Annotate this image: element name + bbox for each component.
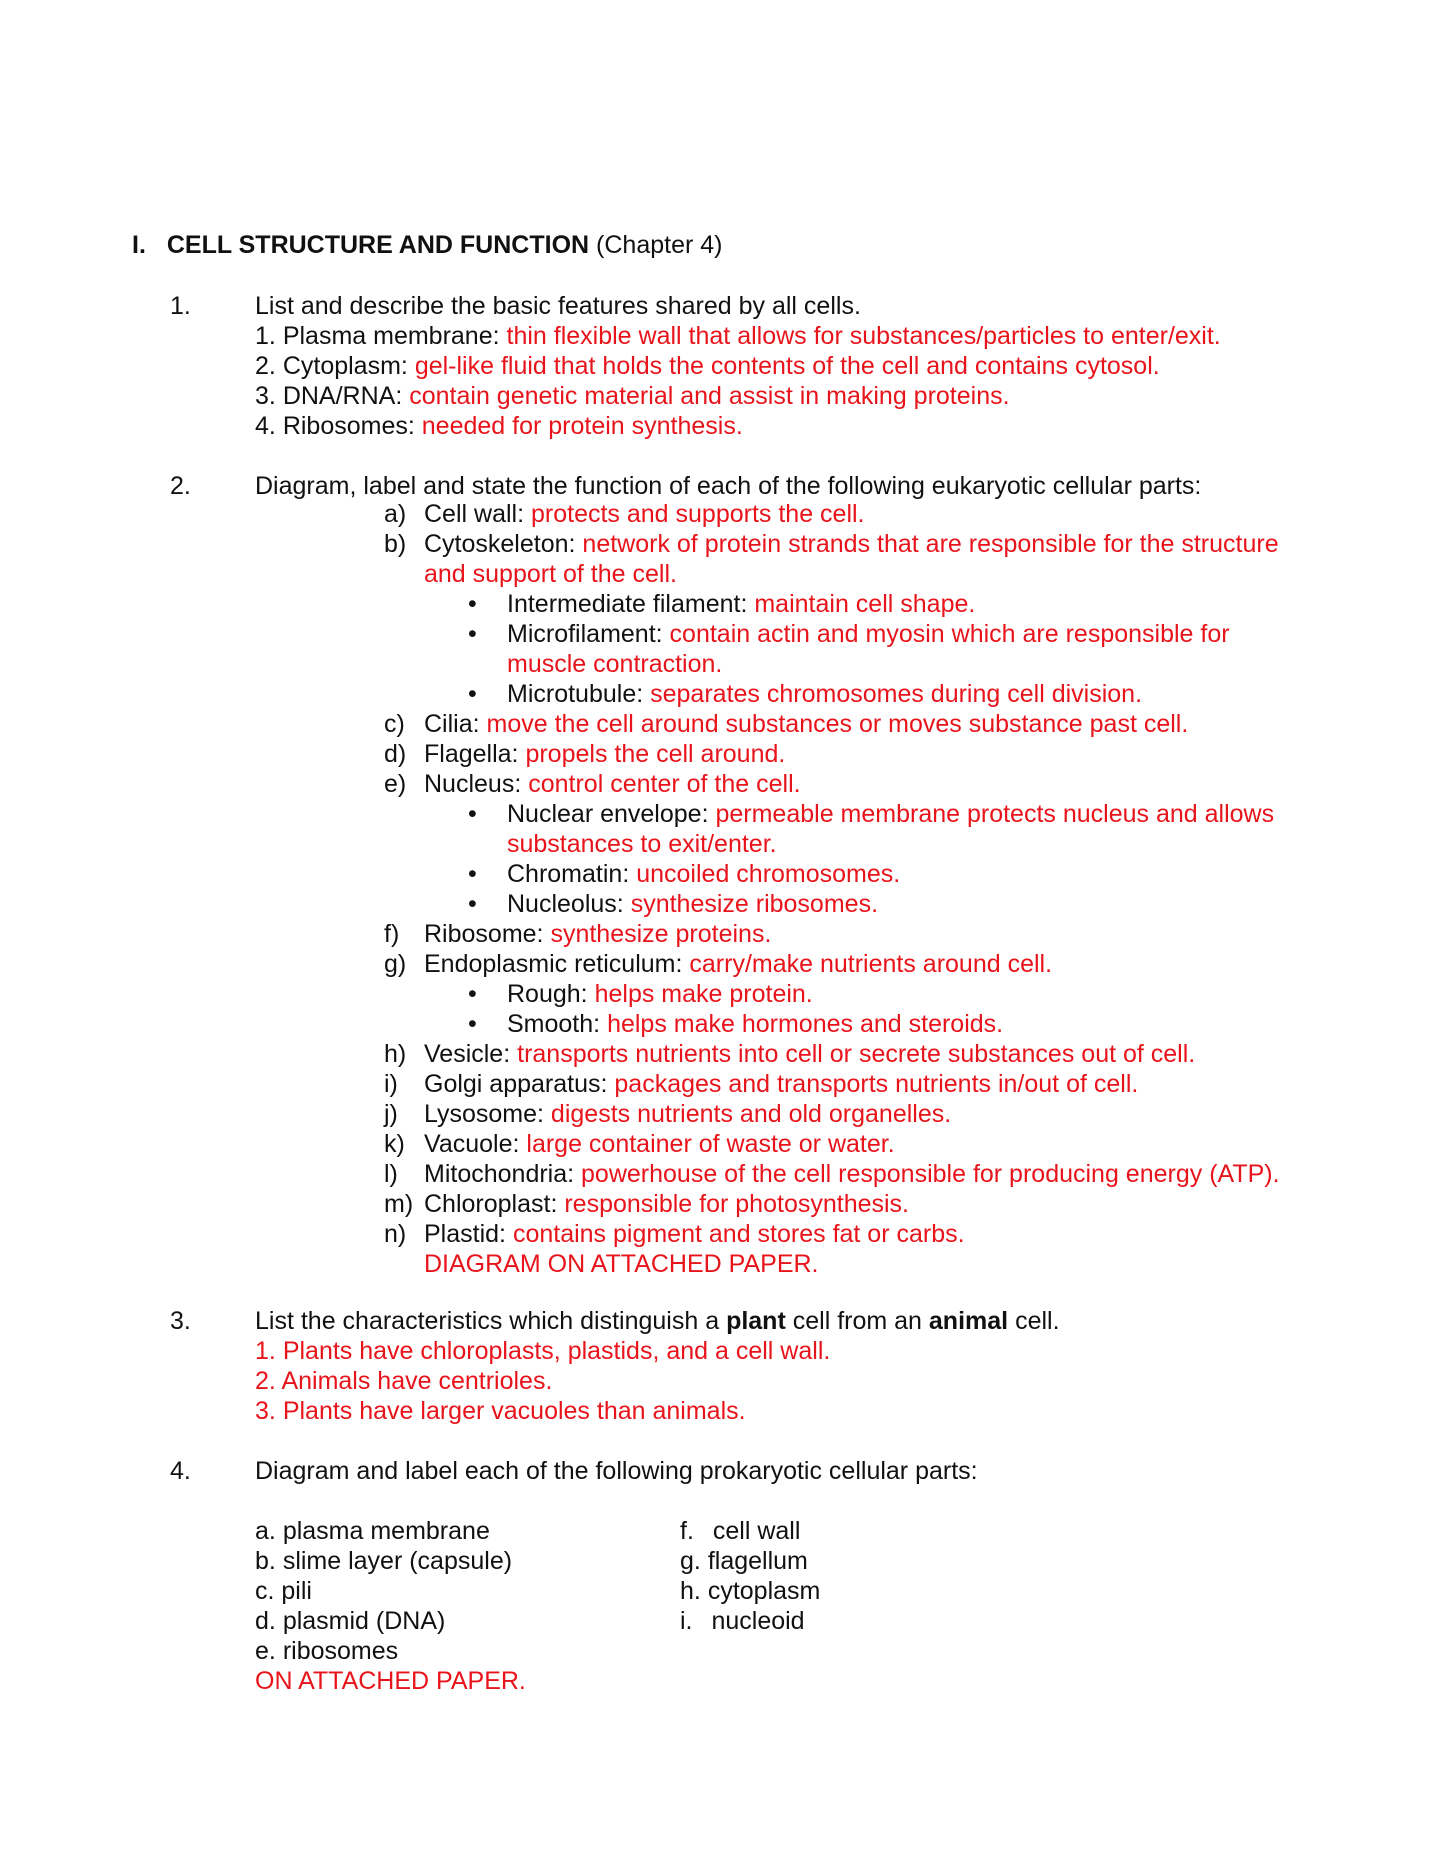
item-number: 2. xyxy=(255,1367,276,1395)
item-number: 3. xyxy=(255,1397,276,1425)
q2-sub-intermediate-filament xyxy=(507,589,975,619)
q2-letter: g) xyxy=(384,950,407,978)
q2-sub-smooth xyxy=(507,1009,1003,1039)
desc: move the cell around substances or moves substance past cell. xyxy=(486,710,1189,738)
part-text: cytoplasm xyxy=(707,1577,821,1605)
prompt-part: cell from an xyxy=(792,1307,922,1335)
part-text: plasma membrane xyxy=(282,1517,490,1545)
desc: carry/make nutrients around cell. xyxy=(689,950,1053,978)
q3-item-3 xyxy=(255,1396,746,1426)
q2-letter: i) xyxy=(384,1070,398,1098)
term: Chromatin: xyxy=(507,860,630,888)
term: Nuclear envelope: xyxy=(507,800,709,828)
q2-letter: j) xyxy=(384,1100,398,1128)
q4-part-d xyxy=(255,1606,445,1636)
q4-part-b xyxy=(255,1546,512,1576)
q2-letter: d) xyxy=(384,740,407,768)
desc: propels the cell around. xyxy=(525,740,786,768)
term: Cilia: xyxy=(424,710,480,738)
q2-letter: b) xyxy=(384,530,407,558)
term: Nucleus: xyxy=(424,770,522,798)
bullet: • xyxy=(468,620,477,648)
term: Microtubule: xyxy=(507,680,644,708)
desc: control center of the cell. xyxy=(528,770,801,798)
desc: contains pigment and stores fat or carbs. xyxy=(512,1220,965,1248)
q1-item-term: Ribosomes: xyxy=(282,412,415,440)
term: Golgi apparatus: xyxy=(424,1070,608,1098)
q2-item-plastid xyxy=(424,1219,965,1249)
bullet: • xyxy=(468,590,477,618)
part-letter: i. xyxy=(680,1607,693,1635)
part-letter: h. xyxy=(680,1577,701,1605)
q1-number: 1. xyxy=(170,292,191,320)
item-number: 1. xyxy=(255,1337,276,1365)
bullet: • xyxy=(468,680,477,708)
term: Endoplasmic reticulum: xyxy=(424,950,683,978)
q1-item-desc: needed for protein synthesis. xyxy=(421,412,743,440)
q2-letter: k) xyxy=(384,1130,405,1158)
part-letter: b. xyxy=(255,1547,276,1575)
q2-item-er xyxy=(424,949,1052,979)
q2-letter: l) xyxy=(384,1160,398,1188)
q3-number: 3. xyxy=(170,1307,191,1335)
term: Lysosome: xyxy=(424,1100,544,1128)
q1-item-3 xyxy=(255,381,1010,411)
part-letter: g. xyxy=(680,1547,701,1575)
q2-letter: c) xyxy=(384,710,405,738)
q1-item-term: Plasma membrane: xyxy=(282,322,500,350)
q1-item-number: 4. xyxy=(255,412,276,440)
desc: packages and transports nutrients in/out of cell. xyxy=(614,1070,1139,1098)
term: Cell wall: xyxy=(424,500,525,528)
term: Microfilament: xyxy=(507,620,663,648)
desc: responsible for photosynthesis. xyxy=(564,1190,910,1218)
desc: uncoiled chromosomes. xyxy=(636,860,901,888)
term: Rough: xyxy=(507,980,588,1008)
term: Vacuole: xyxy=(424,1130,520,1158)
part-letter: f. xyxy=(680,1517,694,1545)
q2-letter: n) xyxy=(384,1220,407,1248)
bullet: • xyxy=(468,890,477,918)
q2-item-chloroplast xyxy=(424,1189,909,1219)
bullet: • xyxy=(468,800,477,828)
q2-item-vesicle xyxy=(424,1039,1195,1069)
q2-sub-nucleolus xyxy=(507,889,878,919)
q2-letter: f) xyxy=(384,920,400,948)
bullet: • xyxy=(468,1010,477,1038)
q2-item-cilia xyxy=(424,709,1188,739)
desc: permeable membrane protects nucleus and allows xyxy=(715,800,1275,828)
q1-item-1 xyxy=(255,321,1221,351)
q2-item-cytoskeleton xyxy=(424,529,1279,559)
q1-prompt: List and describe the basic features shared by all cells. xyxy=(255,292,861,320)
q2-sub-microtubule xyxy=(507,679,1142,709)
term: Nucleolus: xyxy=(507,890,624,918)
term: Flagella: xyxy=(424,740,519,768)
q2-number: 2. xyxy=(170,472,191,500)
term: Vesicle: xyxy=(424,1040,511,1068)
part-letter: d. xyxy=(255,1607,276,1635)
bullet: • xyxy=(468,980,477,1008)
part-text: slime layer (capsule) xyxy=(282,1547,513,1575)
q2-item-ribosome xyxy=(424,919,771,949)
desc: digests nutrients and old organelles. xyxy=(550,1100,952,1128)
part-letter: a. xyxy=(255,1517,276,1545)
q2-item-cell-wall xyxy=(424,499,865,529)
part-letter: c. xyxy=(255,1577,275,1605)
part-text: pili xyxy=(281,1577,312,1605)
q2-item-nucleus xyxy=(424,769,801,799)
term: Mitochondria: xyxy=(424,1160,575,1188)
q3-prompt xyxy=(255,1306,1060,1336)
part-text: cell wall xyxy=(712,1517,801,1545)
q2-sub-microfilament-cont: muscle contraction. xyxy=(507,650,723,678)
desc: protects and supports the cell. xyxy=(530,500,865,528)
desc: maintain cell shape. xyxy=(754,590,976,618)
q2-letter: m) xyxy=(384,1190,414,1218)
desc: large container of waste or water. xyxy=(526,1130,895,1158)
q4-part-c xyxy=(255,1576,312,1606)
q2-sub-rough xyxy=(507,979,813,1009)
section-chapter: (Chapter 4) xyxy=(596,231,723,259)
prompt-part: cell. xyxy=(1015,1307,1060,1335)
q2-letter: a) xyxy=(384,500,407,528)
desc: helps make hormones and steroids. xyxy=(607,1010,1004,1038)
q4-part-e xyxy=(255,1636,398,1666)
term: Ribosome: xyxy=(424,920,544,948)
q2-prompt: Diagram, label and state the function of each of the following eukaryotic cellular parts: xyxy=(255,472,1202,500)
q2-item-lysosome xyxy=(424,1099,951,1129)
q1-item-2 xyxy=(255,351,1160,381)
q2-letter: h) xyxy=(384,1040,407,1068)
part-text: plasmid (DNA) xyxy=(282,1607,446,1635)
q2-sub-nuclear-envelope xyxy=(507,799,1274,829)
q1-item-number: 1. xyxy=(255,322,276,350)
q4-part-a xyxy=(255,1516,490,1546)
section-heading xyxy=(132,230,722,260)
desc: separates chromosomes during cell division. xyxy=(650,680,1143,708)
q1-item-term: Cytoplasm: xyxy=(282,352,408,380)
q2-item-vacuole xyxy=(424,1129,895,1159)
desc: transports nutrients into cell or secrete substances out of cell. xyxy=(517,1040,1196,1068)
q3-item-1 xyxy=(255,1336,830,1366)
q2-item-mitochondria xyxy=(424,1159,1280,1189)
q4-part-g xyxy=(680,1546,808,1576)
q2-note: DIAGRAM ON ATTACHED PAPER. xyxy=(424,1250,819,1278)
q1-item-term: DNA/RNA: xyxy=(282,382,403,410)
desc: powerhouse of the cell responsible for producing energy (ATP). xyxy=(581,1160,1280,1188)
q4-part-h xyxy=(680,1576,820,1606)
q4-number: 4. xyxy=(170,1457,191,1485)
term: Smooth: xyxy=(507,1010,601,1038)
desc: synthesize proteins. xyxy=(550,920,772,948)
q2-item-cytoskeleton-cont: and support of the cell. xyxy=(424,560,677,588)
part-text: nucleoid xyxy=(711,1607,805,1635)
q2-item-flagella xyxy=(424,739,785,769)
q1-item-number: 3. xyxy=(255,382,276,410)
q4-prompt: Diagram and label each of the following prokaryotic cellular parts: xyxy=(255,1457,978,1485)
q1-item-desc: gel-like fluid that holds the contents of the cell and contains cytosol. xyxy=(414,352,1160,380)
bullet: • xyxy=(468,860,477,888)
item-text: Plants have larger vacuoles than animals. xyxy=(282,1397,746,1425)
part-letter: e. xyxy=(255,1637,276,1665)
q1-item-number: 2. xyxy=(255,352,276,380)
q1-item-desc: contain genetic material and assist in making proteins. xyxy=(409,382,1010,410)
q1-item-desc: thin flexible wall that allows for substances/particles to enter/exit. xyxy=(506,322,1221,350)
part-text: flagellum xyxy=(707,1547,808,1575)
q4-part-i xyxy=(680,1606,805,1636)
term: Chloroplast: xyxy=(424,1190,558,1218)
section-title: CELL STRUCTURE AND FUNCTION xyxy=(166,231,590,259)
item-text: Plants have chloroplasts, plastids, and a cell wall. xyxy=(282,1337,831,1365)
prompt-part: List the characteristics which distinguish a xyxy=(255,1307,720,1335)
q1-item-4 xyxy=(255,411,743,441)
q2-letter: e) xyxy=(384,770,407,798)
q2-sub-microfilament xyxy=(507,619,1230,649)
desc: network of protein strands that are responsible for the structure xyxy=(582,530,1279,558)
prompt-bold: animal xyxy=(928,1307,1009,1335)
prompt-bold: plant xyxy=(726,1307,786,1335)
term: Plastid: xyxy=(424,1220,506,1248)
q4-note: ON ATTACHED PAPER. xyxy=(255,1667,526,1695)
term: Intermediate filament: xyxy=(507,590,748,618)
section-number: I. xyxy=(132,231,146,259)
q2-item-golgi xyxy=(424,1069,1138,1099)
desc: synthesize ribosomes. xyxy=(630,890,879,918)
item-text: Animals have centrioles. xyxy=(281,1367,553,1395)
desc: helps make protein. xyxy=(594,980,813,1008)
q3-item-2 xyxy=(255,1366,552,1396)
term: Cytoskeleton: xyxy=(424,530,576,558)
desc: contain actin and myosin which are responsible for xyxy=(669,620,1230,648)
q4-part-f xyxy=(680,1516,800,1546)
part-text: ribosomes xyxy=(282,1637,399,1665)
q2-sub-chromatin xyxy=(507,859,900,889)
q2-sub-nuclear-envelope-cont: substances to exit/enter. xyxy=(507,830,777,858)
